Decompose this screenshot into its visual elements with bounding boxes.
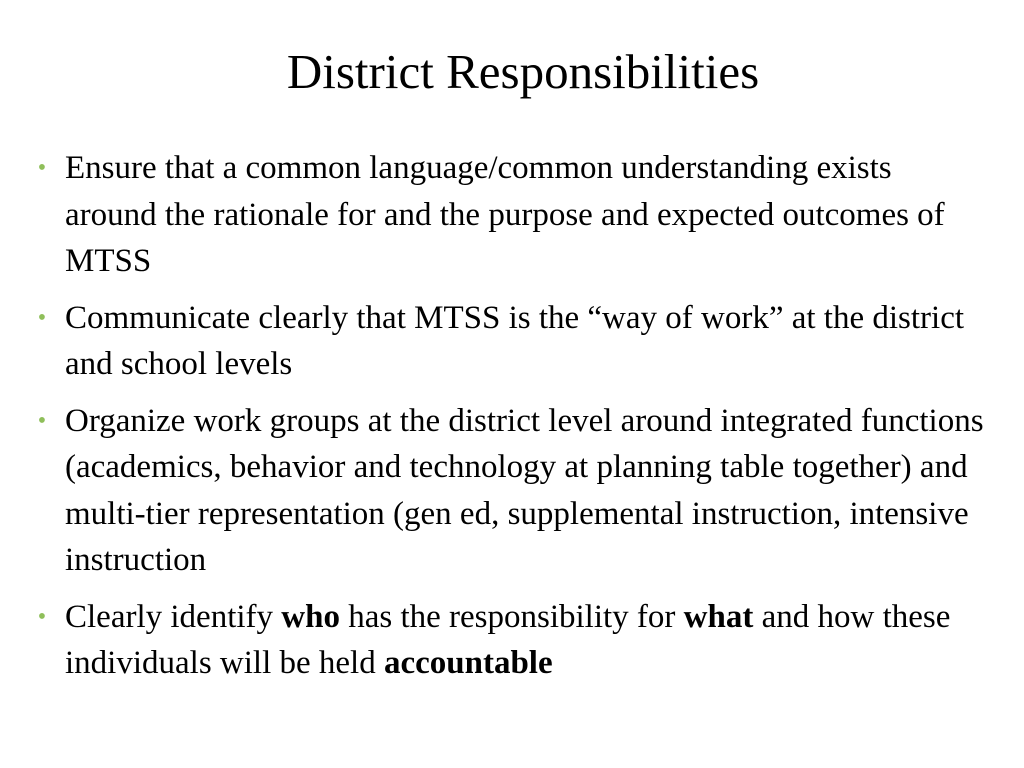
bullet-item bbox=[30, 145, 990, 285]
bullet-text-bold-accountable: accountable bbox=[383, 645, 553, 681]
bullet-text-segment: Clearly identify bbox=[65, 598, 282, 635]
bullet-text bbox=[65, 150, 945, 279]
slide-title: District Responsibilities bbox=[286, 44, 760, 99]
bullet-dot-icon: • bbox=[37, 603, 47, 630]
bullet-text-bold-who: who bbox=[281, 598, 340, 635]
bullet-item bbox=[30, 295, 990, 388]
bullet-dot-icon: • bbox=[37, 407, 47, 434]
bullet-dot-icon: • bbox=[37, 155, 47, 181]
bullet-text-bold-what: what bbox=[683, 598, 754, 635]
bullet-text-segment: Organize work groups at the district level around integrated functions (academics, behavior and technology at planning table together) and multi-tier representation (gen ed, supplemental instruction, intensive instruction bbox=[65, 402, 984, 578]
bullet-text bbox=[65, 300, 964, 383]
bullet-item bbox=[30, 594, 990, 687]
bullet-item bbox=[30, 398, 990, 584]
bullet-text-segment: and how these individuals will be held bbox=[65, 598, 951, 681]
bullet-text-segment: has the responsibility for bbox=[339, 598, 684, 635]
bullet-text bbox=[65, 403, 984, 579]
bullet-text bbox=[65, 599, 950, 682]
bullet-list bbox=[30, 145, 990, 697]
bullet-text-segment: Ensure that a common language/common understanding exists around the rationale for and the purpose and expected outcomes of MTSS bbox=[65, 150, 945, 279]
bullet-text-segment: Communicate clearly that MTSS is the “way of work” at the district and school levels bbox=[65, 299, 965, 382]
bullet-dot-icon: • bbox=[37, 304, 47, 331]
